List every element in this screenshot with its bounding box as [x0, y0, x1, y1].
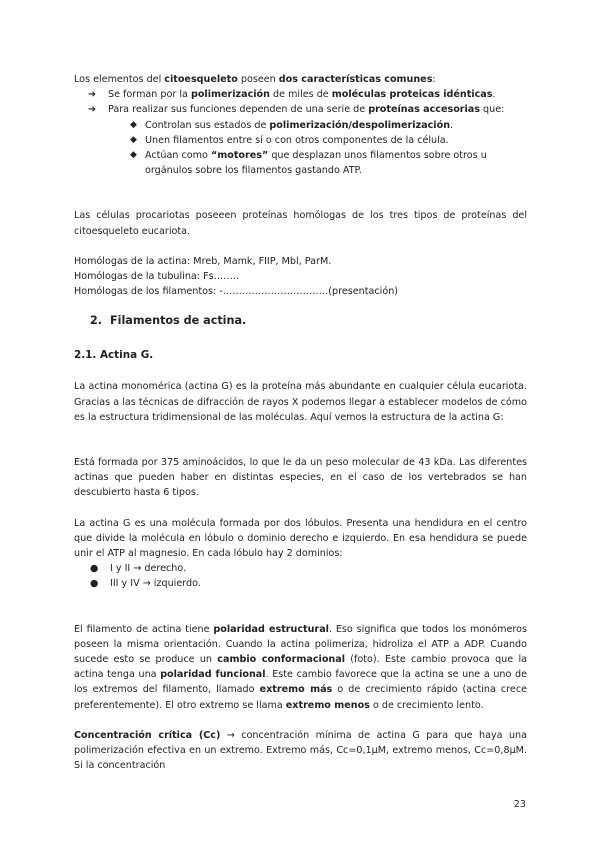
intro-paragraph: Los elementos del citoesqueleto poseen dos características comunes:	[74, 74, 436, 85]
bold-text: polimerización	[190, 89, 270, 101]
lobe-item: ● III y IV → izquierdo.	[74, 576, 527, 591]
diamond-list	[74, 118, 527, 179]
arrow-item: ➔ Para realizar sus funciones dependen de una serie de proteínas accesorias que:	[74, 102, 527, 117]
bold-text: cambio conformacional	[217, 654, 346, 666]
monomer-paragraph: La actina monomérica (actina G) es la proteína más abundante en cualquier célula eucariota. Gracias a las técnicas de difracción de rayos X podemos llegar a establecer modelos de cómo es la estructura tridimensional de las moléculas. Aquí vemos la estructura de la actina G:	[74, 381, 527, 423]
diamond-item: ◆ Controlan sus estados de polimerización/despolimerización.	[74, 118, 527, 133]
bullet-icon: ●	[90, 563, 99, 575]
page-number: 23	[513, 799, 526, 810]
homolog-line-tubulin: Homólogas de la tubulina: Fs……..	[74, 271, 239, 283]
arrow-right-icon: ➔	[88, 104, 97, 116]
bold-text: proteínas accesorias	[368, 104, 480, 116]
prokaryote-paragraph: Las células procariotas poseeen proteínas homólogas de los tres tipos de proteínas del citoesqueleto eucariota.	[74, 210, 527, 237]
arrow-right-icon: ➔	[88, 89, 97, 101]
bold-text: citoesqueleto	[164, 74, 238, 85]
arrow-list	[74, 87, 527, 117]
document-page	[74, 72, 527, 774]
subsection-heading: 2.1. Actina G.	[74, 349, 154, 362]
bold-text: dos características comunes	[278, 74, 433, 85]
section-number: 2.	[90, 314, 103, 328]
section-heading	[74, 313, 527, 329]
critical-concentration-paragraph: Concentración crítica (Cc) → concentración mínima de actina G para que haya una polimerización efectiva en un extremo. Extremo más, Cc=0,1μM, extremo menos, Cc=0,8μM. Si la concentración	[74, 729, 527, 772]
bold-text: polimerización/despolimerización	[269, 119, 451, 131]
homolog-line-actin: Homólogas de la actina: Mreb, Mamk, FIIP, Mbl, ParM.	[74, 255, 332, 267]
bold-text: moléculas proteicas idénticas	[331, 89, 493, 101]
diamond-item: ◆ Unen filamentos entre sí o con otros componentes de la célula.	[74, 133, 527, 148]
bold-text: extremo menos	[285, 699, 370, 711]
section-title: Filamentos de actina.	[110, 314, 247, 328]
bold-text: Concentración crítica (Cc)	[74, 729, 221, 741]
bold-text: extremo más	[259, 684, 333, 696]
arrow-item: ➔ Se forman por la polimerización de miles de moléculas proteicas idénticas.	[74, 87, 527, 102]
diamond-bullet-icon: ◆	[130, 119, 137, 130]
polarity-paragraph: El filamento de actina tiene polaridad estructural. Eso significa que todos los monómeros poseen la misma orientación. Cuando la actina polimeriza, hidroliza el ATP a ADP. Cuando sucede esto se produce un cambio conformacional (foto). Este cambio provoca que la actina tenga una polaridad funcional. Este cambio favorece que la actina se une a uno de los extremos del filamento, llamado extremo más o de crecimiento rápido (actina crece preferentemente). El otro extremo se llama extremo menos o de crecimiento lento.	[74, 623, 528, 711]
diamond-bullet-icon: ◆	[130, 150, 137, 161]
bold-text: polaridad estructural	[213, 623, 329, 635]
bullet-icon: ●	[90, 578, 99, 590]
homolog-line-filaments: Homólogas de los filamentos: -……………………………(presentación)	[74, 286, 399, 298]
bold-text: polaridad funcional	[160, 669, 266, 681]
diamond-bullet-icon: ◆	[130, 134, 137, 145]
lobe-list	[74, 561, 527, 591]
aminoacid-paragraph: Está formada por 375 aminoácidos, lo que le da un peso molecular de 43 kDa. Las diferentes actinas que pueden haber en distintas especies, en el caso de los vertebrados se han descubierto hasta 6 tipos.	[74, 457, 527, 499]
diamond-item: ◆ Actúan como “motores” que desplazan unos filamentos sobre otros u orgánulos sobre los filamentos gastando ATP.	[130, 150, 487, 177]
lobes-paragraph: La actina G es una molécula formada por dos lóbulos. Presenta una hendidura en el centro que divide la molécula en lóbulo o dominio derecho e izquierdo. En esa hendidura se puede unir el ATP al magnesio. En cada lóbulo hay 2 dominios:	[74, 517, 527, 560]
lobe-item: ● I y II → derecho.	[74, 561, 527, 576]
bold-text: “motores”	[210, 150, 269, 162]
